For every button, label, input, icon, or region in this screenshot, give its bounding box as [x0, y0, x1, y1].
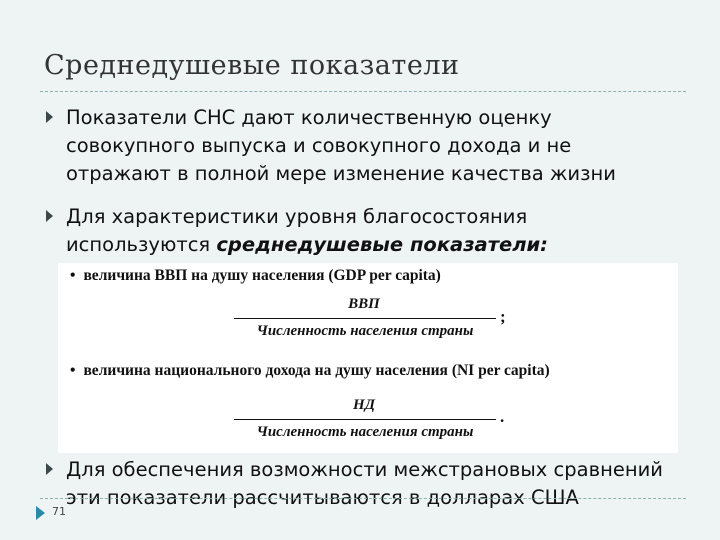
bullet-3-line-1: Для обеспечения возможности межстрановых сравнений — [66, 458, 663, 481]
formula-1-denominator: Численность населения страны — [256, 323, 474, 339]
formula-2-fraction-bar — [234, 419, 496, 420]
formula-1-label: величина ВВП на душу населения (GDP per capita) — [83, 267, 441, 284]
formula-1-label-row — [70, 267, 441, 285]
title-divider — [40, 91, 686, 92]
formula-2-denominator: Численность населения страны — [256, 424, 474, 440]
bullet-2-line-2 — [66, 231, 686, 259]
bullet-2-prefix: используются — [66, 233, 217, 256]
slide-title: Среднедушевые показатели — [44, 50, 460, 81]
bullet-arrow-icon — [46, 210, 53, 222]
bullet-2-line-1: Для характеристики уровня благосостояния — [66, 205, 528, 228]
bullet-1-line-3: отражают в полной мере изменение качества жизни — [66, 162, 616, 185]
bullet-2-emphasis: среднедушевые показатели: — [216, 233, 548, 256]
formula-2-label-row — [70, 362, 550, 380]
bullet-1-line-1: Показатели СНС дают количественную оценку — [66, 106, 552, 129]
bullet-3-line-2: эти показатели рассчитываются в долларах США — [66, 486, 579, 509]
formula-2-label: величина национального дохода на душу населения (NI per capita) — [83, 362, 550, 379]
formula-1-dot: • — [70, 267, 76, 284]
formula-2-numerator: НД — [353, 397, 375, 413]
formula-image — [58, 263, 678, 453]
bullet-arrow-icon — [46, 111, 53, 123]
page-number: 71 — [52, 505, 66, 518]
footer-divider — [40, 498, 686, 499]
bullet-arrow-icon — [46, 463, 53, 475]
formula-1-fraction-bar — [234, 318, 496, 319]
formula-2-punct: . — [500, 407, 505, 426]
bullet-2-text — [66, 203, 686, 259]
formula-1-punct: ; — [500, 307, 506, 326]
bullet-1-text — [66, 104, 686, 188]
page-marker-icon — [36, 506, 45, 520]
formula-2-dot: • — [70, 362, 76, 379]
bullet-1-line-2: совокупного выпуска и совокупного дохода и не — [66, 134, 572, 157]
bullet-3-text — [66, 456, 686, 512]
formula-1-numerator: ВВП — [348, 296, 380, 312]
